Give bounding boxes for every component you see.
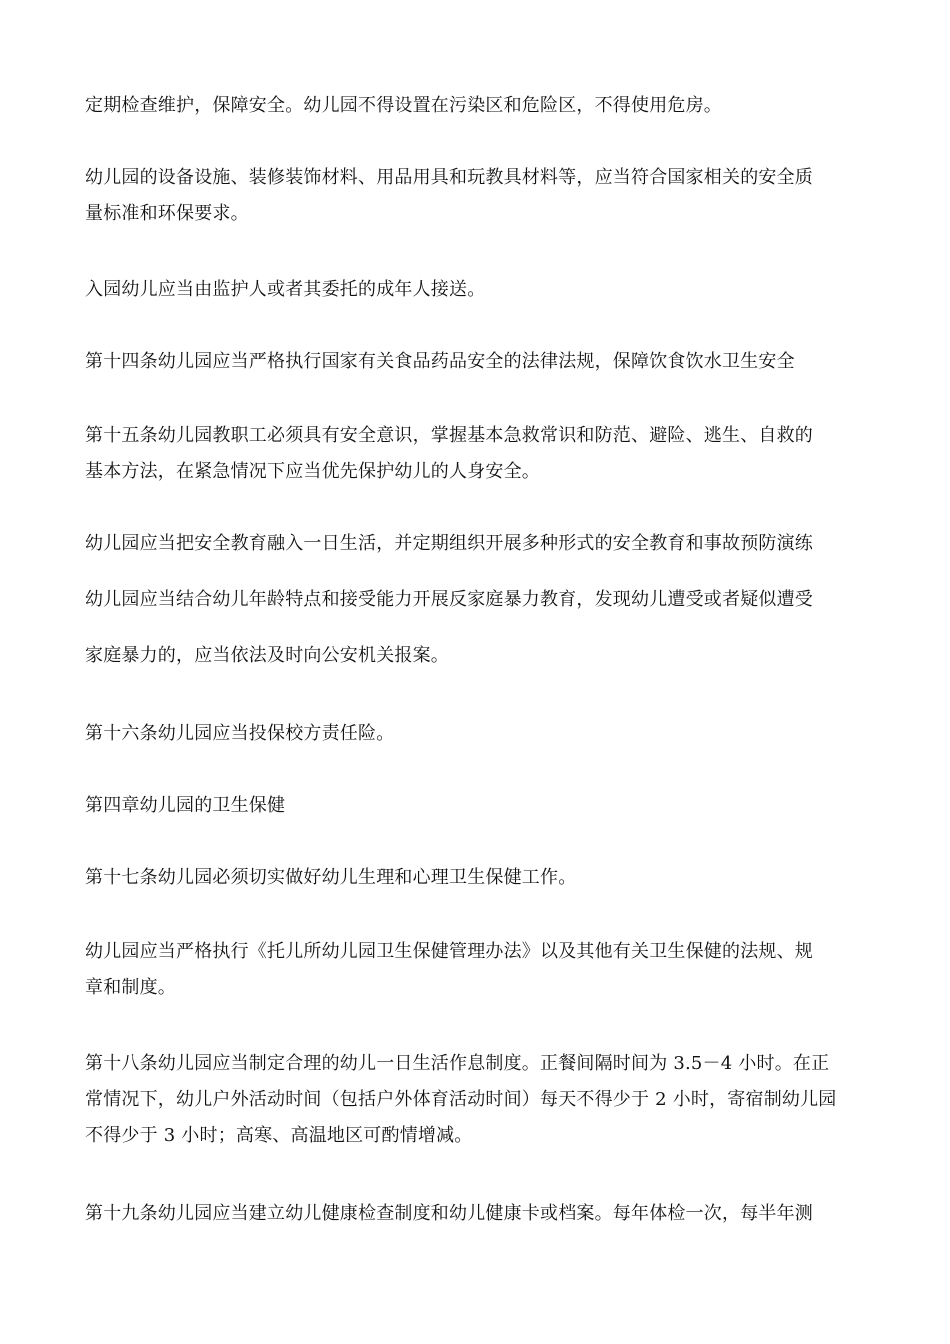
text-line: 第十九条幼儿园应当建立幼儿健康检查制度和幼儿健康卡或档案。每年体检一次，每半年测 bbox=[85, 1203, 813, 1224]
article-18 bbox=[85, 1046, 875, 1154]
text-line: 第十八条幼儿园应当制定合理的幼儿一日生活作息制度。正餐间隔时间为 3.5－4 小时。在正 bbox=[85, 1053, 830, 1074]
paragraph-health-regulations bbox=[85, 934, 875, 1006]
article-17 bbox=[85, 860, 875, 896]
text-line: 常情况下，幼儿户外活动时间（包括户外体育活动时间）每天不得少于 2 小时，寄宿制幼儿园 bbox=[85, 1089, 837, 1110]
text-line: 基本方法，在紧急情况下应当优先保护幼儿的人身安全。 bbox=[85, 461, 540, 482]
paragraph-anti-violence bbox=[85, 582, 875, 618]
paragraph-safety-education bbox=[85, 526, 875, 562]
article-19 bbox=[85, 1196, 875, 1232]
article-15 bbox=[85, 418, 875, 490]
text-line: 第十七条幼儿园必须切实做好幼儿生理和心理卫生保健工作。 bbox=[85, 867, 577, 888]
text-line: 家庭暴力的，应当依法及时向公安机关报案。 bbox=[85, 645, 449, 666]
paragraph-1 bbox=[85, 88, 875, 124]
paragraph-report bbox=[85, 638, 875, 674]
text-line: 幼儿园的设备设施、装修装饰材料、用品用具和玩教具材料等，应当符合国家相关的安全质 bbox=[85, 167, 813, 188]
text-line: 第十五条幼儿园教职工必须具有安全意识，掌握基本急救常识和防范、避险、逃生、自救的 bbox=[85, 425, 813, 446]
paragraph-3 bbox=[85, 272, 875, 308]
text-line: 不得少于 3 小时；高寒、高温地区可酌情增减。 bbox=[85, 1125, 473, 1146]
text-line: 幼儿园应当结合幼儿年龄特点和接受能力开展反家庭暴力教育，发现幼儿遭受或者疑似遭受 bbox=[85, 589, 813, 610]
text-line: 第十六条幼儿园应当投保校方责任险。 bbox=[85, 723, 395, 744]
text-line: 第十四条幼儿园应当严格执行国家有关食品药品安全的法律法规，保障饮食饮水卫生安全 bbox=[85, 351, 795, 372]
paragraph-2 bbox=[85, 160, 875, 232]
text-line: 量标准和环保要求。 bbox=[85, 203, 249, 224]
article-16 bbox=[85, 716, 875, 752]
article-14 bbox=[85, 344, 875, 380]
chapter-4-heading bbox=[85, 788, 875, 824]
text-line: 幼儿园应当严格执行《托儿所幼儿园卫生保健管理办法》以及其他有关卫生保健的法规、规 bbox=[85, 941, 813, 962]
text-line: 定期检查维护，保障安全。幼儿园不得设置在污染区和危险区，不得使用危房。 bbox=[85, 95, 722, 116]
text-line: 幼儿园应当把安全教育融入一日生活，并定期组织开展多种形式的安全教育和事故预防演练 bbox=[85, 533, 813, 554]
text-line: 入园幼儿应当由监护人或者其委托的成年人接送。 bbox=[85, 279, 486, 300]
text-line: 章和制度。 bbox=[85, 977, 176, 998]
text-line: 第四章幼儿园的卫生保健 bbox=[85, 795, 286, 816]
